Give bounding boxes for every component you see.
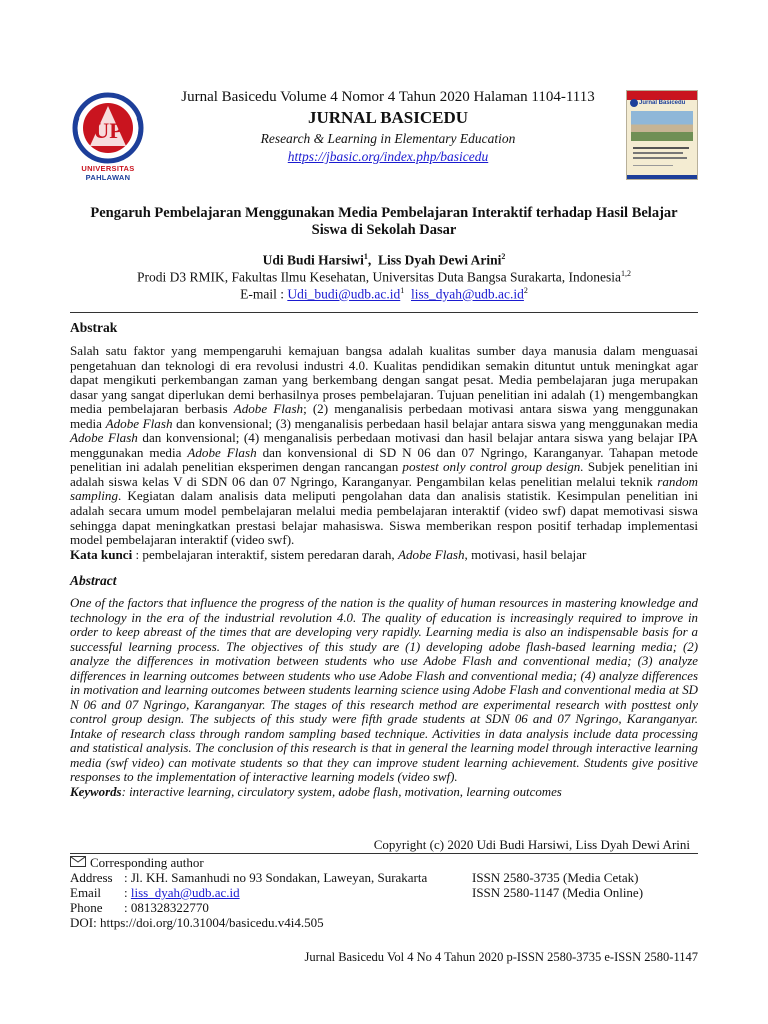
copyright: Copyright (c) 2020 Udi Budi Harsiwi, Liss Dyah Dewi Arini [373,837,690,852]
university-logo [68,88,148,186]
logo-text-bottom: PAHLAWAN [85,173,131,182]
issn-online: ISSN 2580-1147 (Media Online) [472,885,644,900]
issn-print: ISSN 2580-3735 (Media Cetak) [472,870,639,885]
abstrak-body: Salah satu faktor yang mempengaruhi kemajuan bangsa adalah kualitas sumber daya manusia dalam menguasai pengetahuan dan teknologi di era revolusi industri 4.0. Kualitas pendidikan semakin dituntut untuk meningkat agar dapat mengikuti perkembangan zaman yang berkembang dengan sangat pesat. Media pembelajaran juga merupakan dasar yang sangat diperlukan demi berhasilnya proses pembelajaran. Tujuan penelitian ini adalah (1) mengembangkan media pembelajaran berbasis Adobe Flash; (2) menganalisis perbedaan motivasi antara siswa yang menggunakan media Adobe Flash dan konvensional; (3) menganalisis perbedaan hasil belajar antara siswa yang menggunakan media Adobe Flash dan konvensional; (4) menganalisis perbedaan motivasi dan hasil belajar antara siswa yang belajar IPA menggunakan media Adobe Flash dan konvensional di SD N 06 dan 07 Ngringo, Karanganyar. Tahapan metode penelitian ini adalah penelitian eksperimen dengan rancangan postest only control group design. Subjek penelitian ini adalah siswa kelas V di SDN 06 dan 07 Ngringo, Karanganyar. Pengambilan kelas penelitian melalui teknik random sampling. Kegiatan dalam analisis data meliputi pengolahan data dan analisis statistik. Kesimpulan penelitian ini adalah secara umum model pembelajaran melalui media pembelajaran interaktif (video swf) dapat memotivasi siswa sehingga dapat meningkatkan prestasi belajar mahasiswa. Siswa memberikan respon positif terhadap implementasi model pembelajaran interaktif (video swf). Kata kunci : pembelajaran interaktif, sistem peredaran darah, Adobe Flash, motivasi, hasil belajar [70,343,699,562]
email-link-2[interactable]: liss_dyah@udb.ac.id [411,286,524,302]
abstrak-keywords: Kata kunci : pembelajaran interaktif, sistem peredaran darah, Adobe Flash, motivasi, hasil belajar [70,546,587,562]
journal-tagline: Research & Learning in Elementary Education [260,131,516,146]
journal-url-link[interactable]: https://jbasic.org/index.php/basicedu [287,149,489,164]
divider-bottom [70,853,698,854]
journal-name: JURNAL BASICEDU [307,108,469,127]
email-label: Email [70,885,102,900]
email-link-1[interactable]: Udi_budi@udb.ac.id [287,286,401,302]
address-label: Address [70,870,113,885]
abstrak-heading: Abstrak [70,320,118,335]
author-emails: E-mail : $Udi\_budi@udb.ac.id^1$ $liss\_dyah@udb.ac.id^2$ [240,286,528,302]
cover-photo [631,111,693,141]
authors: Udi Budi Harsiwi$^1$, Liss Dyah Dewi Arini$^2$ [262,252,506,268]
volume-line: Jurnal Basicedu Volume 4 Nomor 4 Tahun 2020 Halaman 1104-1113 [181,89,595,105]
envelope-icon [70,856,86,867]
doi: DOI: https://doi.org/10.31004/basicedu.v4i4.505 [70,915,324,930]
email-value-row: : liss_dyah@udb.ac.id [124,885,240,900]
article-title [60,205,708,239]
abstract-keywords: Keywords: interactive learning, circulatory system, adobe flash, motivation, learning outcomes [70,784,562,799]
article-title-line1: Pengaruh Pembelajaran Menggunakan Media Pembelajaran Interaktif terhadap Hasil Belajar [90,205,678,221]
running-footer: Jurnal Basicedu Vol 4 No 4 Tahun 2020 p-ISSN 2580-3735 e-ISSN 2580-1147 [304,950,698,964]
corresponding-email-link[interactable]: liss_dyah@udb.ac.id [130,885,240,900]
phone-value: : 081328322770 [124,900,209,915]
cover-title: Jurnal Basicedu [639,100,686,106]
journal-url-row [160,149,616,165]
affiliation: Prodi D3 RMIK, Fakultas Ilmu Kesehatan, Universitas Duta Bangsa Surakarta, Indonesia$^{1,2}$ [136,269,632,285]
phone-label: Phone [70,900,103,915]
divider-top [70,312,698,313]
svg-text:UP: UP [93,118,123,143]
author-2: Liss Dyah Dewi Arini [378,252,502,268]
logo-text-top: UNIVERSITAS [81,164,135,173]
corresponding-author: Corresponding author [70,855,204,870]
journal-cover-thumbnail [626,90,698,180]
address-value: : Jl. KH. Samanhudi no 93 Sondakan, Laweyan, Surakarta [124,870,428,885]
abstract-heading: Abstract [70,573,117,588]
article-title-line2: Siswa di Sekolah Dasar [311,222,457,238]
author-1: Udi Budi Harsiwi [262,252,364,268]
abstract-body: One of the factors that influence the progress of the nation is the quality of human resources in mastering knowledge and technology in the era of the industrial revolution 4.0. The quality of education is increasingly required to improve in order to keep abreast of the times that are developing very rapidly. Learning media is also an indispensable basis for a successful learning process. The objectives of this study are (1) developing adobe flash-based learning media; (2) analyze the differences in motivation between students who use Adobe Flash and conventional media; (3) analyze differences in learning outcomes between students who use Adobe Flash and conventional media; (4) analyze differences in motivation and learning outcomes between students learning science using Adobe Flash and conventional media at SD N 06 and 07 Ngringo, Karanganyar. The stages of this research method are experimental research with posttest only control group design. The subjects of this study were fifth grade students at SDN 06 and 07 Ngringo, Karanganyar. Intake of research class through random sampling based technique. Activities in data analysis include data processing and statistical analysis. The conclusion of this research is that in general the learning model through interactive learning media (swf video) can motivate students so that they can improve student learning achievement. Students give positive responses to the implementation of interactive learning models (video swf). Keywords: interactive learning, circulatory system, adobe flash, motivation, learning outcomes [70,596,698,799]
